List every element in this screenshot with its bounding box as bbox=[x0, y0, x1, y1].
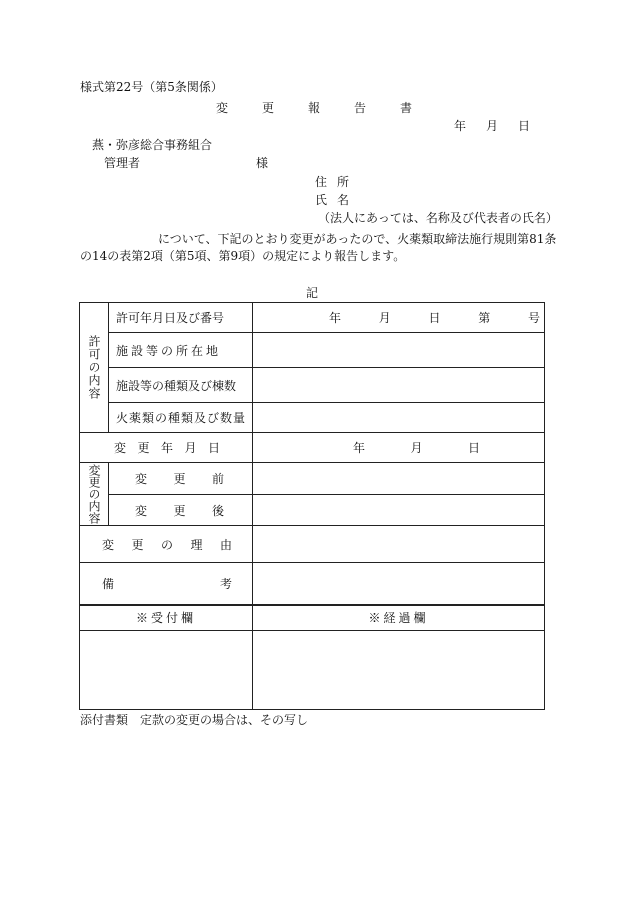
label-char: 日 bbox=[207, 441, 220, 455]
label-permit-date-number: 許可年月日及び番号 bbox=[116, 311, 225, 325]
permit-group-text: 許可の内容 bbox=[87, 335, 101, 400]
label-char: 更 bbox=[137, 441, 150, 455]
attachments-note: 添付書類 定款の変更の場合は、その写し bbox=[80, 713, 309, 727]
label-char: の bbox=[160, 537, 173, 552]
progress-title: ※経過欄 bbox=[368, 611, 429, 626]
remarks-label bbox=[80, 563, 253, 605]
title-char: 変 bbox=[216, 101, 229, 115]
label-char: 由 bbox=[219, 537, 232, 552]
label-char: 後 bbox=[211, 503, 224, 518]
explosive-type-quantity-field[interactable] bbox=[253, 403, 545, 433]
before-label bbox=[109, 463, 253, 495]
label-char: 前 bbox=[211, 472, 224, 486]
label-char: 変 bbox=[135, 472, 148, 486]
progress-header bbox=[253, 605, 545, 631]
ki-heading: 記 bbox=[306, 286, 319, 300]
document-title bbox=[216, 102, 412, 114]
date-year: 年 bbox=[454, 119, 467, 133]
label-char: 理 bbox=[190, 537, 203, 552]
report-table bbox=[79, 302, 545, 710]
reception-field[interactable] bbox=[80, 631, 253, 710]
reason-label bbox=[80, 526, 253, 563]
progress-field[interactable] bbox=[253, 631, 545, 710]
label-char: 更 bbox=[131, 537, 144, 552]
label-char: 月 bbox=[184, 441, 197, 455]
part-month: 月 bbox=[378, 311, 391, 325]
permit-group-label bbox=[80, 303, 109, 433]
part-go: 号 bbox=[527, 311, 540, 325]
change-date-field[interactable] bbox=[253, 433, 545, 463]
facility-location-field[interactable] bbox=[253, 333, 545, 368]
form-number: 様式第22号（第5条関係） bbox=[80, 80, 223, 94]
after-label bbox=[109, 495, 253, 526]
permit-row-label bbox=[109, 403, 253, 433]
part-year: 年 bbox=[353, 441, 366, 455]
part-dai: 第 bbox=[478, 311, 491, 325]
date-day: 日 bbox=[517, 119, 530, 133]
label-char: 所 bbox=[336, 175, 349, 189]
permit-row-label bbox=[109, 303, 253, 333]
report-date bbox=[454, 120, 530, 132]
label-explosive-type-quantity: 火薬類の種類及び数量 bbox=[116, 411, 247, 425]
label-char: 備 bbox=[102, 576, 115, 591]
label-char: 変 bbox=[135, 503, 148, 518]
permit-row-label bbox=[109, 333, 253, 368]
remarks-field[interactable] bbox=[253, 563, 545, 605]
part-day: 日 bbox=[467, 441, 480, 455]
change-group-text: 変更の内容 bbox=[87, 464, 101, 524]
date-month: 月 bbox=[485, 119, 498, 133]
addressee-honorific: 様 bbox=[256, 156, 269, 170]
label-char: 変 bbox=[102, 537, 115, 552]
reception-title: ※受付欄 bbox=[135, 611, 196, 626]
permit-row-label bbox=[109, 368, 253, 403]
permit-date-number-field[interactable] bbox=[253, 303, 545, 333]
part-month: 月 bbox=[410, 441, 423, 455]
addressee-manager: 管理者 bbox=[104, 156, 141, 170]
title-char: 告 bbox=[353, 101, 366, 115]
address-label bbox=[315, 176, 349, 188]
body-line-1: について、下記のとおり変更があったので、火薬類取締法施行規則第81条 bbox=[158, 232, 557, 246]
label-char: 年 bbox=[160, 441, 173, 455]
label-char: 氏 bbox=[315, 193, 328, 207]
change-group-label bbox=[80, 463, 109, 526]
title-char: 更 bbox=[261, 101, 274, 115]
facility-type-count-field[interactable] bbox=[253, 368, 545, 403]
label-facility-location: 施設等の所在地 bbox=[116, 343, 222, 358]
after-field[interactable] bbox=[253, 495, 545, 526]
body-line-2: の14の表第2項（第5項、第9項）の規定により報告します。 bbox=[80, 249, 406, 263]
label-char: 名 bbox=[336, 193, 349, 207]
label-char: 更 bbox=[173, 503, 186, 518]
label-char: 考 bbox=[219, 576, 232, 591]
label-char: 更 bbox=[173, 472, 186, 486]
reason-field[interactable] bbox=[253, 526, 545, 563]
part-year: 年 bbox=[329, 311, 342, 325]
label-char: 変 bbox=[114, 441, 127, 455]
before-field[interactable] bbox=[253, 463, 545, 495]
reception-header bbox=[80, 605, 253, 631]
part-day: 日 bbox=[428, 311, 441, 325]
title-char: 報 bbox=[307, 101, 320, 115]
change-date-label bbox=[80, 433, 253, 463]
label-char: 住 bbox=[315, 175, 328, 189]
addressee-organization: 燕・弥彦総合事務組合 bbox=[92, 138, 213, 152]
corporate-note: （法人にあっては、名称及び代表者の氏名） bbox=[318, 211, 558, 225]
label-facility-type-count: 施設等の種類及び棟数 bbox=[116, 378, 237, 393]
title-char: 書 bbox=[399, 101, 412, 115]
name-label bbox=[315, 194, 349, 206]
